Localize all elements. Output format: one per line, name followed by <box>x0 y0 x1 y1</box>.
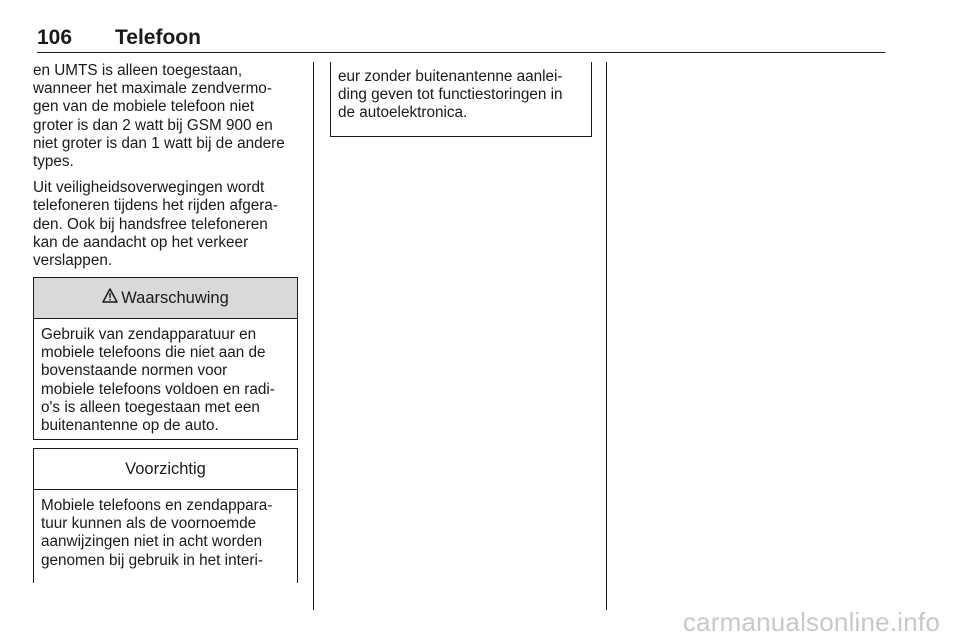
watermark: carmanualsonline.info <box>682 607 940 637</box>
warning-header <box>34 278 297 319</box>
warning-box <box>33 277 298 440</box>
page-header <box>37 26 885 53</box>
chapter-title: Telefoon <box>115 26 201 49</box>
body-paragraph: Uit veiligheidsoverwegingen wordt telefoneren tijdens het rijden afgera- den. Ook bij handsfree telefoneren kan de aandacht op het verkeer verslappen. <box>33 179 278 270</box>
caution-box <box>33 448 298 583</box>
body-paragraph: en UMTS is alleen toegestaan, wanneer het maximale zendvermo- gen van de mobiele telefoon niet groter is dan 2 watt bij GSM 900 en niet groter is dan 1 watt bij de andere types. <box>33 62 285 171</box>
warning-title: Waarschuwing <box>121 288 229 307</box>
column-1 <box>33 62 301 278</box>
caution-header <box>34 449 297 490</box>
caution-text-part2: eur zonder buitenantenne aanlei- ding geven tot functiestoringen in de autoelektronica. <box>338 68 563 122</box>
caution-text-part1: Mobiele telefoons en zendappara- tuur kunnen als de voornoemde aanwijzingen niet in acht worden genomen bij gebruik in het interi- <box>41 497 273 569</box>
caution-box-continued <box>330 62 592 137</box>
warning-text: Gebruik van zendapparatuur en mobiele telefoons die niet aan de bovenstaande normen voor mobiele telefoons voldoen en radi- o's is alleen toegestaan met een buitenantenne op de auto. <box>41 326 275 435</box>
caution-title: Voorzichtig <box>125 459 206 478</box>
column-divider <box>606 62 607 610</box>
column-divider <box>313 62 314 610</box>
warning-triangle-icon <box>102 288 118 308</box>
page-number: 106 <box>37 26 73 49</box>
